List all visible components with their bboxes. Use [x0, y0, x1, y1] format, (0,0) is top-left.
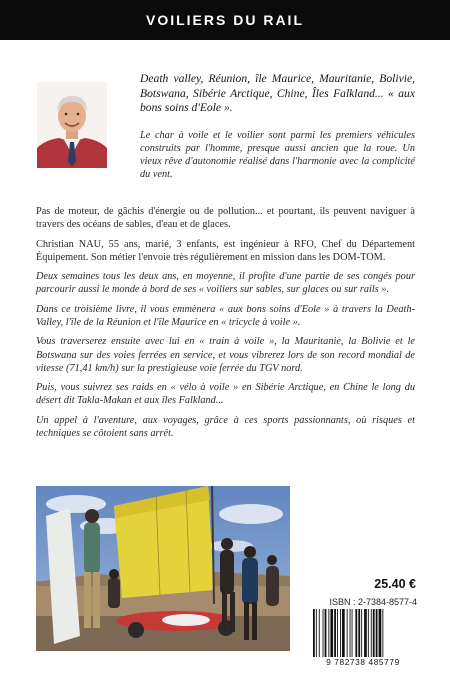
paragraph: Deux semaines tous les deux ans, en moyenne, il profite d'une partie de ses congés pour parcourir aussi le monde à bord de ses « voiliers sur sables, sur glaces ou sur rails ». — [36, 271, 415, 296]
back-cover-text — [36, 205, 415, 446]
paragraph: Un appel à l'aventure, aux voyages, grâce à ces sports passionnants, où risques et techniques se côtoient sans arrêt. — [36, 414, 415, 439]
paragraph: Christian NAU, 55 ans, marié, 3 enfants, est ingénieur à RFO, Chef du Département Équipement. Son métier l'envoie très régulièrement en mission dans les DOM-TOM. — [36, 238, 415, 263]
top-banner — [0, 0, 450, 40]
paragraph: Puis, vous suivrez ses raids en « vélo à voile » en Sibérie Arctique, en Chine le long du désert dit Takla-Makan et aux îles Falkland... — [36, 382, 415, 407]
isbn-label: ISBN : 2-7384-8577-4 — [329, 597, 417, 607]
paragraph: Pas de moteur, de gâchis d'énergie ou de pollution... et pourtant, ils peuvent naviguer à travers des océans de sables, d'eau et de glaces. — [36, 206, 415, 231]
book-title: VOILIERS DU RAIL — [145, 12, 304, 28]
paragraph: Vous traverserez ensuite avec lui en « train à voile », la Mauritanie, la Bolivie et le Botswana sur des voies ferrées en service, et vous vibrerez lors de son record mondial de vitesse (71,41 km/h) sur la prestigieuse voie ferrée du TGV nord. — [36, 336, 415, 374]
intro-lead: Death valley, Réunion, île Maurice, Mauritanie, Bolivie, Botswana, Sibérie Arctique, Chine, Îles Falkland... « aux bons soins d'Eole ». — [140, 72, 415, 114]
barcode — [309, 607, 417, 659]
barcode-number: 9 782738 485779 — [326, 657, 400, 667]
intro-subtitle: Le char à voile et le voilier sont parmi les premiers véhicules construits par l'homme, presque aussi ancien que la roue. Un vieux rêve d'autonomie réalisé dans l'harmonie avec la complicité du vent. — [140, 130, 415, 181]
author-portrait — [37, 82, 107, 168]
paragraph: Dans ce troisième livre, il vous emmènera « aux bons soins d'Eole » à travers la Death-Valley, l'île de la Réunion et l'île Maurice en « tricycle à voile ». — [36, 303, 415, 328]
price-label: 25.40 € — [374, 577, 416, 591]
sail-trike-photo — [36, 486, 290, 651]
